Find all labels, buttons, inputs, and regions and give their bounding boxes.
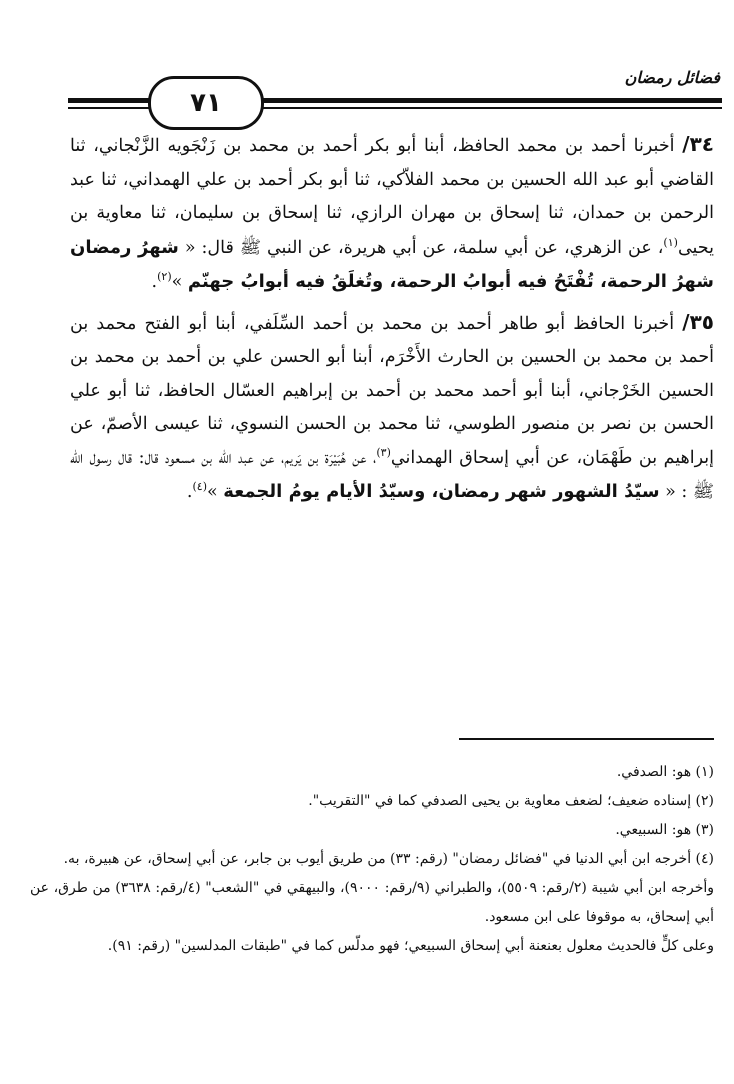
- footnote-1: (١) هو: الصدفي.: [616, 764, 714, 780]
- footnote-4-continued: وعلى كلٍّ فالحديث معلول بعنعنة أبي إسحاق السبيعي؛ فهو مدلّس كما في "طبقات المدلسين" (رقم: ٩١).: [107, 938, 714, 954]
- period: .: [151, 272, 158, 292]
- page-number: ٧١: [148, 76, 264, 130]
- isnad-text: ، عن هُبَيْرَة بن يَريم، عن عبد الله بن مسعود قال: قال رسول الله ﷺ : «: [70, 447, 714, 502]
- footnote-ref[interactable]: (٣): [376, 445, 391, 459]
- hadith-number: ٣٤/: [682, 132, 714, 156]
- isnad-text: ، عن الزهري، عن أبي سلمة، عن أبي هريرة، عن النبي ﷺ قال: «: [178, 237, 664, 258]
- main-text: [70, 128, 714, 516]
- hadith-matn: سيّدُ الشهور شهر رمضان، وسيّدُ الأيام يومُ الجمعة: [223, 481, 660, 502]
- isnad-text: أخبرنا أحمد بن محمد الحافظ، أبنا أبو بكر أحمد بن محمد بن زَنْجَويه الزَّنْجاني، ثنا القاضي أبو عبد الله الحسين بن محمد الفلاّكي، ثنا أبو بكر أحمد بن علي الهمداني، ثنا عبد الرحمن بن حمدان، ثنا إسحاق بن مهران الرازي، ثنا إسحاق بن سليمان، ثنا معاوية بن يحيى: [70, 136, 714, 258]
- footnote-4: (٤) أخرجه ابن أبي الدنيا في "فضائل رمضان" (رقم: ٣٣) من طريق أيوب بن جابر، عن أبي إسحاق، عن هبيرة، به.: [63, 851, 714, 867]
- running-title: فضائل رمضان: [624, 68, 720, 87]
- footnote-ref[interactable]: (١): [663, 235, 678, 249]
- quote-close: »: [171, 272, 188, 292]
- hadith-matn: شهرُ رمضان شهرُ الرحمة، تُفْتَحُ فيه أبوابُ الرحمة، وتُغلَقُ فيه أبوابُ جهنّم: [70, 236, 714, 292]
- footnote-ref[interactable]: (٢): [157, 270, 172, 284]
- footnote-separator: [459, 738, 714, 740]
- page-header: [68, 60, 722, 120]
- hadith-35: [70, 306, 714, 510]
- footnote-3: (٣) هو: السبيعي.: [615, 822, 714, 838]
- isnad-text: أخبرنا الحافظ أبو طاهر أحمد بن محمد بن أحمد السِّلَفي، أبنا أبو الفتح محمد بن أحمد بن محمد بن الحسين بن الحارث الأَخْرَم، أبنا أبو الحسن علي بن أحمد بن محمد بن الحسين الخَرْجاني، أبنا أبو أحمد محمد بن أحمد بن إبراهيم العسّال الحافظ، ثنا أبو علي الحسن بن نصر بن منصور الطوسي، ثنا محمد بن الحسن النسوي، ثنا عيسى الأصمّ، عن إبراهيم بن طَهْمَان، عن أبي إسحاق الهمداني: [70, 313, 714, 468]
- period: .: [186, 482, 193, 502]
- footnotes: [30, 758, 714, 961]
- quote-close: »: [207, 482, 224, 502]
- hadith-34: [70, 128, 714, 300]
- footnote-ref[interactable]: (٤): [192, 480, 207, 494]
- hadith-number: ٣٥/: [682, 309, 714, 334]
- footnote-2: (٢) إسناده ضعيف؛ لضعف معاوية بن يحيى الصدفي كما في "التقريب".: [308, 793, 714, 809]
- footnote-4-continued: وأخرجه ابن أبي شيبة (٢/رقم: ٥٥٠٩)، والطبراني (٩/رقم: ٩٠٠٠)، والبيهقي في "الشعب" (٤/رقم: ٣٦٣٨) من طرق، عن أبي إسحاق، به موقوفا على ابن مسعود.: [30, 880, 715, 925]
